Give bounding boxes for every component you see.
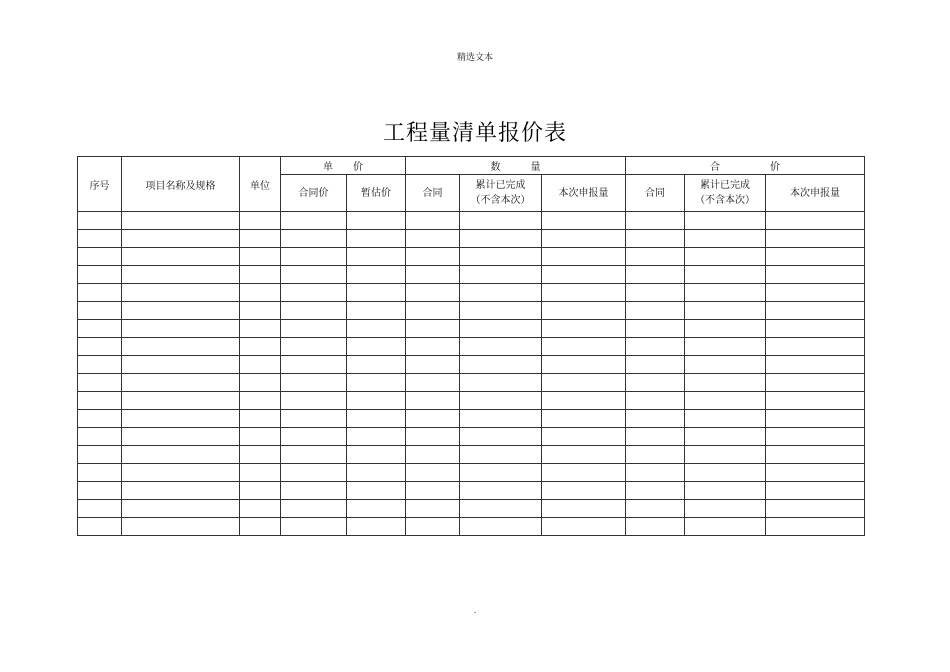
table-cell[interactable] [347, 428, 406, 446]
table-cell[interactable] [122, 248, 240, 266]
table-cell[interactable] [460, 446, 542, 464]
table-cell[interactable] [460, 320, 542, 338]
table-cell[interactable] [766, 410, 865, 428]
table-cell[interactable] [78, 482, 122, 500]
table-cell[interactable] [542, 374, 626, 392]
table-cell[interactable] [347, 338, 406, 356]
table-cell[interactable] [347, 500, 406, 518]
table-cell[interactable] [406, 518, 460, 536]
table-cell[interactable] [542, 482, 626, 500]
table-cell[interactable] [542, 428, 626, 446]
table-cell[interactable] [281, 338, 347, 356]
col-header-seq: 序号 [78, 157, 122, 212]
table-cell[interactable] [240, 284, 281, 302]
footer-mark: . [473, 606, 477, 616]
table-cell[interactable] [281, 320, 347, 338]
table-cell[interactable] [766, 446, 865, 464]
table-cell[interactable] [347, 248, 406, 266]
table-cell[interactable] [766, 266, 865, 284]
table-cell[interactable] [78, 518, 122, 536]
table-cell[interactable] [766, 482, 865, 500]
table-cell[interactable] [240, 212, 281, 230]
group-header-quantity: 数 量 [406, 157, 626, 175]
table-cell[interactable] [542, 464, 626, 482]
table-cell[interactable] [685, 464, 766, 482]
table-cell[interactable] [542, 248, 626, 266]
table-cell[interactable] [406, 464, 460, 482]
table-cell[interactable] [122, 446, 240, 464]
table-cell[interactable] [542, 212, 626, 230]
qty-cumulative-line1: 累计已完成 [475, 180, 526, 191]
table-row [78, 338, 865, 356]
table-cell[interactable] [347, 410, 406, 428]
table-cell[interactable] [347, 230, 406, 248]
table-cell[interactable] [685, 212, 766, 230]
table-cell[interactable] [626, 338, 685, 356]
table-cell[interactable] [542, 392, 626, 410]
table-cell[interactable] [281, 482, 347, 500]
table-cell[interactable] [766, 284, 865, 302]
table-cell[interactable] [766, 302, 865, 320]
table-cell[interactable] [626, 392, 685, 410]
table-cell[interactable] [685, 320, 766, 338]
table-cell[interactable] [122, 518, 240, 536]
table-cell[interactable] [406, 266, 460, 284]
table-cell[interactable] [78, 212, 122, 230]
table-row [78, 518, 865, 536]
table-cell[interactable] [542, 500, 626, 518]
table-cell[interactable] [281, 284, 347, 302]
table-cell[interactable] [281, 410, 347, 428]
table-cell[interactable] [347, 212, 406, 230]
table-cell[interactable] [78, 266, 122, 284]
table-cell[interactable] [542, 410, 626, 428]
table-cell[interactable] [122, 338, 240, 356]
col-header-unit: 单位 [240, 157, 281, 212]
table-cell[interactable] [240, 428, 281, 446]
table-cell[interactable] [460, 410, 542, 428]
table-row [78, 266, 865, 284]
table-cell[interactable] [78, 230, 122, 248]
table-cell[interactable] [281, 500, 347, 518]
table-cell[interactable] [406, 392, 460, 410]
table-cell[interactable] [685, 356, 766, 374]
table-row [78, 302, 865, 320]
table-cell[interactable] [406, 338, 460, 356]
table-cell[interactable] [685, 338, 766, 356]
table-cell[interactable] [122, 320, 240, 338]
table-cell[interactable] [685, 518, 766, 536]
col-header-item: 项目名称及规格 [122, 157, 240, 212]
table-cell[interactable] [78, 338, 122, 356]
table-cell[interactable] [78, 320, 122, 338]
col-header-total-contract: 合同 [626, 175, 685, 212]
table-cell[interactable] [347, 266, 406, 284]
table-cell[interactable] [281, 518, 347, 536]
table-cell[interactable] [347, 518, 406, 536]
table-cell[interactable] [122, 464, 240, 482]
table-cell[interactable] [626, 266, 685, 284]
table-cell[interactable] [460, 230, 542, 248]
table-cell[interactable] [626, 320, 685, 338]
table-cell[interactable] [626, 482, 685, 500]
col-header-total-cumulative [685, 175, 766, 212]
table-cell[interactable] [406, 320, 460, 338]
table-cell[interactable] [78, 446, 122, 464]
table-cell[interactable] [281, 428, 347, 446]
table-cell[interactable] [542, 356, 626, 374]
table-cell[interactable] [766, 500, 865, 518]
table-cell[interactable] [78, 428, 122, 446]
table-cell[interactable] [460, 428, 542, 446]
table-cell[interactable] [281, 356, 347, 374]
table-cell[interactable] [542, 302, 626, 320]
table-cell[interactable] [626, 374, 685, 392]
group-header-total: 合 价 [626, 157, 865, 175]
total-cumulative-line1: 累计已完成 [700, 180, 750, 191]
table-row [78, 248, 865, 266]
table-cell[interactable] [766, 374, 865, 392]
col-header-qty-cumulative [460, 175, 542, 212]
table-cell[interactable] [542, 320, 626, 338]
col-header-contract-price: 合同价 [281, 175, 347, 212]
table-cell[interactable] [766, 464, 865, 482]
table-cell[interactable] [406, 446, 460, 464]
table-cell[interactable] [347, 320, 406, 338]
table-cell[interactable] [766, 428, 865, 446]
table-cell[interactable] [766, 518, 865, 536]
table-row [78, 500, 865, 518]
table-cell[interactable] [542, 446, 626, 464]
table-cell[interactable] [460, 356, 542, 374]
table-cell[interactable] [406, 248, 460, 266]
table-row [78, 428, 865, 446]
table-cell[interactable] [460, 374, 542, 392]
table-cell[interactable] [685, 284, 766, 302]
table-cell[interactable] [460, 464, 542, 482]
table-cell[interactable] [406, 410, 460, 428]
table-cell[interactable] [240, 464, 281, 482]
table-cell[interactable] [281, 302, 347, 320]
table-cell[interactable] [626, 500, 685, 518]
table-cell[interactable] [78, 374, 122, 392]
table-cell[interactable] [542, 266, 626, 284]
table-cell[interactable] [626, 212, 685, 230]
table-cell[interactable] [122, 410, 240, 428]
table-cell[interactable] [542, 518, 626, 536]
table-cell[interactable] [240, 320, 281, 338]
table-row [78, 356, 865, 374]
table-cell[interactable] [122, 500, 240, 518]
table-cell[interactable] [766, 356, 865, 374]
quotation-table [77, 156, 865, 536]
table-cell[interactable] [240, 302, 281, 320]
table-cell[interactable] [685, 392, 766, 410]
header-row-1 [78, 157, 865, 175]
table-cell[interactable] [240, 482, 281, 500]
table-cell[interactable] [542, 230, 626, 248]
table-cell[interactable] [240, 518, 281, 536]
table-cell[interactable] [122, 392, 240, 410]
table-cell[interactable] [78, 410, 122, 428]
table-cell[interactable] [460, 500, 542, 518]
table-cell[interactable] [240, 410, 281, 428]
table-cell[interactable] [347, 446, 406, 464]
qty-cumulative-line2: （不含本次） [470, 195, 531, 206]
table-cell[interactable] [347, 284, 406, 302]
table-cell[interactable] [406, 302, 460, 320]
table-cell[interactable] [626, 446, 685, 464]
table-cell[interactable] [122, 302, 240, 320]
table-cell[interactable] [281, 446, 347, 464]
table-cell[interactable] [626, 356, 685, 374]
table-cell[interactable] [122, 374, 240, 392]
table-cell[interactable] [240, 338, 281, 356]
table-cell[interactable] [460, 392, 542, 410]
table-cell[interactable] [122, 482, 240, 500]
table-cell[interactable] [685, 446, 766, 464]
table-cell[interactable] [281, 230, 347, 248]
table-cell[interactable] [685, 248, 766, 266]
table-cell[interactable] [240, 500, 281, 518]
table-cell[interactable] [460, 518, 542, 536]
table-cell[interactable] [347, 302, 406, 320]
table-cell[interactable] [240, 374, 281, 392]
table-cell[interactable] [406, 500, 460, 518]
table-row [78, 284, 865, 302]
table-cell[interactable] [240, 392, 281, 410]
table-cell[interactable] [281, 212, 347, 230]
table-cell[interactable] [460, 482, 542, 500]
col-header-provisional-price: 暂估价 [347, 175, 406, 212]
table-cell[interactable] [685, 230, 766, 248]
table-cell[interactable] [122, 266, 240, 284]
table-body [78, 212, 865, 536]
table-cell[interactable] [281, 392, 347, 410]
table-cell[interactable] [406, 356, 460, 374]
table-cell[interactable] [766, 212, 865, 230]
table-cell[interactable] [626, 410, 685, 428]
table-cell[interactable] [78, 302, 122, 320]
table-cell[interactable] [122, 230, 240, 248]
table-row [78, 410, 865, 428]
table-cell[interactable] [347, 464, 406, 482]
table-cell[interactable] [626, 248, 685, 266]
table-cell[interactable] [78, 392, 122, 410]
table-cell[interactable] [685, 266, 766, 284]
table-cell[interactable] [406, 374, 460, 392]
table-cell[interactable] [626, 518, 685, 536]
table-cell[interactable] [78, 248, 122, 266]
table-row [78, 230, 865, 248]
table-cell[interactable] [281, 374, 347, 392]
table-cell[interactable] [685, 410, 766, 428]
table-cell[interactable] [347, 374, 406, 392]
table-cell[interactable] [122, 284, 240, 302]
table-cell[interactable] [766, 392, 865, 410]
col-header-qty-contract: 合同 [406, 175, 460, 212]
table-cell[interactable] [626, 428, 685, 446]
table-cell[interactable] [766, 320, 865, 338]
header-note: 精选文本 [456, 53, 493, 63]
table-cell[interactable] [460, 212, 542, 230]
table-cell[interactable] [347, 356, 406, 374]
table-cell[interactable] [460, 248, 542, 266]
table-cell[interactable] [122, 212, 240, 230]
col-header-total-current: 本次申报量 [766, 175, 865, 212]
table-row [78, 320, 865, 338]
table-cell[interactable] [542, 284, 626, 302]
group-header-unit-price: 单 价 [281, 157, 406, 175]
table-cell[interactable] [78, 284, 122, 302]
table-cell[interactable] [281, 248, 347, 266]
table-cell[interactable] [281, 464, 347, 482]
col-header-qty-current: 本次申报量 [542, 175, 626, 212]
table-cell[interactable] [685, 500, 766, 518]
table-row [78, 212, 865, 230]
table-cell[interactable] [460, 338, 542, 356]
table-cell[interactable] [78, 356, 122, 374]
table-cell[interactable] [460, 302, 542, 320]
table-cell[interactable] [347, 482, 406, 500]
table-cell[interactable] [626, 302, 685, 320]
table-cell[interactable] [240, 248, 281, 266]
table-cell[interactable] [78, 464, 122, 482]
table-cell[interactable] [766, 338, 865, 356]
table-row [78, 374, 865, 392]
table-cell[interactable] [406, 230, 460, 248]
table-row [78, 446, 865, 464]
table-cell[interactable] [122, 428, 240, 446]
page-title: 工程量清单报价表 [382, 121, 567, 146]
table-cell[interactable] [542, 338, 626, 356]
table-cell[interactable] [347, 392, 406, 410]
table-cell[interactable] [685, 302, 766, 320]
table-cell[interactable] [406, 428, 460, 446]
table-cell[interactable] [626, 464, 685, 482]
table-row [78, 464, 865, 482]
table-row [78, 392, 865, 410]
table-cell[interactable] [406, 482, 460, 500]
table-cell[interactable] [240, 356, 281, 374]
table-cell[interactable] [460, 284, 542, 302]
table-cell[interactable] [122, 356, 240, 374]
table-cell[interactable] [460, 266, 542, 284]
table-cell[interactable] [406, 284, 460, 302]
table-cell[interactable] [240, 266, 281, 284]
table-cell[interactable] [281, 266, 347, 284]
table-row [78, 482, 865, 500]
table-cell[interactable] [766, 248, 865, 266]
table-cell[interactable] [406, 212, 460, 230]
table-cell[interactable] [626, 230, 685, 248]
table-cell[interactable] [626, 284, 685, 302]
table-cell[interactable] [240, 446, 281, 464]
table-cell[interactable] [240, 230, 281, 248]
total-cumulative-line2: （不含本次） [695, 195, 755, 206]
table-cell[interactable] [685, 428, 766, 446]
table-cell[interactable] [78, 500, 122, 518]
table-cell[interactable] [685, 374, 766, 392]
table-cell[interactable] [685, 482, 766, 500]
table-cell[interactable] [766, 230, 865, 248]
